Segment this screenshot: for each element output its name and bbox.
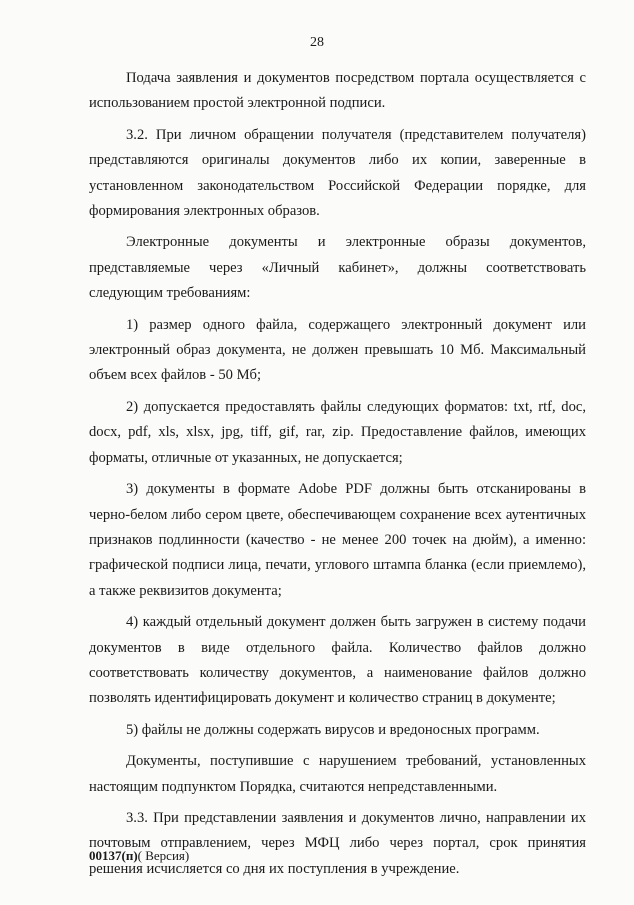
- requirement-item-2: 2) допускается предоставлять файлы следующих форматов: txt, rtf, doc, docx, pdf, xls, xlsx, jpg, tiff, gif, rar, zip. Предоставление файлов, имеющих форматы, отличные от указанных, не допускается;: [89, 398, 586, 466]
- requirement-item-4: 4) каждый отдельный документ должен быть загружен в систему подачи документов в виде отдельного файла. Количество файлов должно соответствовать количеству документов, а наименование файлов должно позволять идентифицировать документ и количество страниц в документе;: [89, 614, 586, 707]
- requirement-item-5: 5) файлы не должны содержать вирусов и вредоносных программ.: [126, 721, 540, 738]
- paragraph-portal-submission: Подача заявления и документов посредством портала осуществляется с использованием простой электронной подписи.: [89, 70, 586, 112]
- document-code: 00137(п): [89, 848, 138, 863]
- requirement-item-1: 1) размер одного файла, содержащего электронный документ или электронный образ документа, не должен превышать 10 Мб. Максимальный объем всех файлов - 50 Мб;: [89, 316, 586, 384]
- document-version: ( Версия): [137, 848, 190, 863]
- paragraph-3-2: 3.2. При личном обращении получателя (представителем получателя) представляются оригиналы документов либо их копии, заверенные в установленном законодательством Российской Федерации порядке, для формирования электронных образов.: [89, 126, 586, 220]
- paragraph-non-compliant: Документы, поступившие с нарушением требований, установленных настоящим подпунктом Порядка, считаются непредставленными.: [89, 753, 586, 795]
- document-footer: [89, 848, 189, 864]
- document-body: [89, 66, 586, 888]
- paragraph-3-3: 3.3. При представлении заявления и документов лично, направлении их почтовым отправлением, через МФЦ либо через портал, срок принятия решения исчисляется со дня их поступления в учреждение.: [89, 809, 586, 877]
- requirement-item-3: 3) документы в формате Adobe PDF должны быть отсканированы в черно-белом либо сером цвете, обеспечивающем сохранение всех аутентичных признаков подлинности (качество - не менее 200 точек на дюйм), а именно: графической подписи лица, печати, углового штампа бланка (если приемлемо), а также реквизитов документа;: [89, 481, 586, 599]
- paragraph-requirements-intro: Электронные документы и электронные образы документов, представляемые через «Личный кабинет», должны соответствовать следующим требованиям:: [89, 234, 586, 302]
- page-number: 28: [310, 35, 324, 50]
